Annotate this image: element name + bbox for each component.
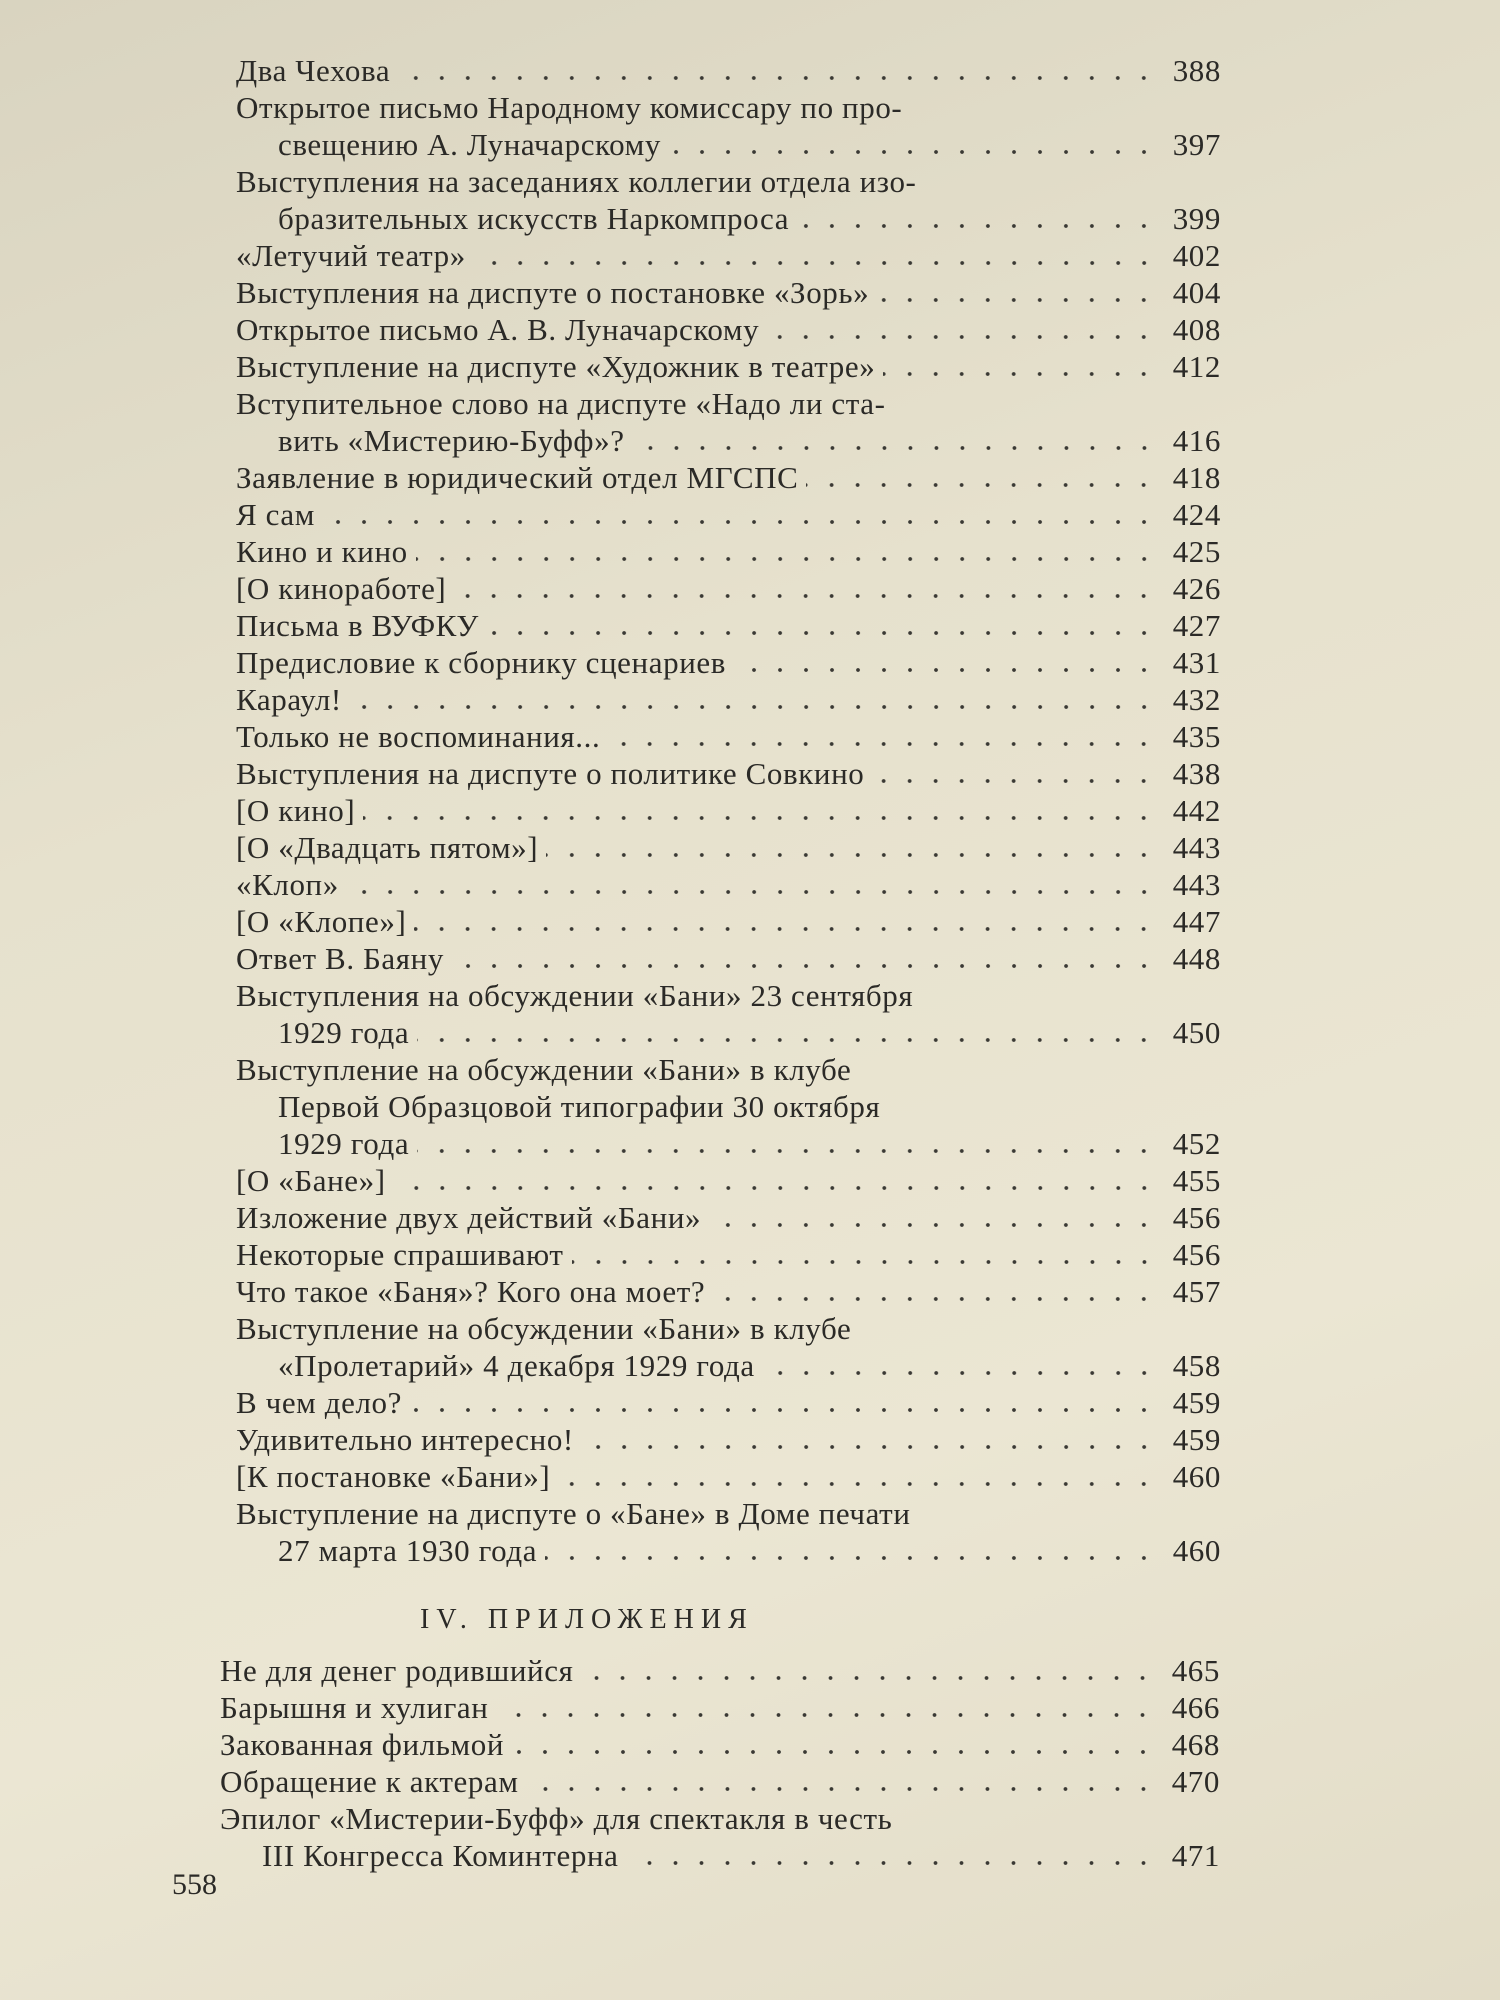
dot-leader <box>546 852 1157 858</box>
toc-entry-line <box>236 1162 1221 1199</box>
dot-leader <box>572 1259 1157 1265</box>
dot-leader <box>767 334 1157 340</box>
entry-title: Барышня и хулиган <box>220 1690 489 1725</box>
toc-entry-line <box>236 644 1221 681</box>
toc-entry-line <box>236 903 1221 940</box>
entry-page-number: 457 <box>1172 1274 1221 1309</box>
entry-title: вить «Мистерию-Буфф»? <box>278 423 625 458</box>
entry-title: Изложение двух действий «Бани» <box>236 1200 702 1235</box>
toc-entry-line <box>220 1800 1220 1837</box>
toc-entry-line <box>236 126 1221 163</box>
entry-page-number: 399 <box>1172 201 1221 236</box>
entry-title: Я сам <box>236 497 315 532</box>
toc-entry-line <box>220 1837 1220 1874</box>
toc-entry-line <box>236 1310 1221 1347</box>
toc-entry-line <box>236 459 1221 496</box>
dot-leader <box>763 1370 1157 1376</box>
toc-entry-line <box>236 1051 1221 1088</box>
entry-page-number: 443 <box>1172 830 1221 865</box>
entry-page-number: 466 <box>1171 1690 1220 1725</box>
entry-title: Предисловие к сборнику сценариев <box>236 645 726 680</box>
entry-page-number: 465 <box>1171 1653 1220 1688</box>
entry-title: 1929 года <box>278 1126 410 1161</box>
toc-entry-line <box>236 163 1221 200</box>
toc-entry-line <box>236 977 1221 1014</box>
dot-leader <box>410 1407 1157 1413</box>
entry-title: Заявление в юридический отдел МГСПС <box>236 460 799 495</box>
entry-title: Открытое письмо А. В. Луначарскому <box>236 312 760 347</box>
entry-page-number: 456 <box>1172 1200 1221 1235</box>
dot-leader <box>806 482 1157 488</box>
entry-title: Ответ В. Баяну <box>236 941 444 976</box>
toc-entry-line <box>236 1125 1221 1162</box>
entry-title: Удивительно интересно! <box>236 1422 574 1457</box>
entry-title: «Пролетарий» 4 декабря 1929 года <box>278 1348 755 1383</box>
dot-leader <box>398 75 1157 81</box>
toc-entry-line <box>236 1384 1221 1421</box>
entry-page-number: 427 <box>1172 608 1221 643</box>
entry-page-number: 460 <box>1172 1459 1221 1494</box>
entry-title: Закованная фильмой <box>220 1727 505 1762</box>
dot-leader <box>581 1675 1156 1681</box>
entry-page-number: 431 <box>1172 645 1221 680</box>
entry-page-number: 442 <box>1172 793 1221 828</box>
entry-title: В чем дело? <box>236 1385 403 1420</box>
entry-title: III Конгресса Коминтерна <box>262 1838 619 1873</box>
entry-title: Выступление на диспуте «Художник в театре» <box>236 349 876 384</box>
toc-entry-line <box>236 1014 1221 1051</box>
entry-title: Эпилог «Мистерии-Буфф» для спектакля в честь <box>220 1801 893 1836</box>
toc-entry-line <box>236 200 1221 237</box>
dot-leader <box>545 1555 1157 1561</box>
entry-page-number: 404 <box>1172 275 1221 310</box>
entry-title: [О «Бане»] <box>236 1163 386 1198</box>
dot-leader <box>883 371 1157 377</box>
toc-entry-line <box>236 681 1221 718</box>
entry-title: Выступление на диспуте о «Бане» в Доме печати <box>236 1496 911 1531</box>
toc-entry-line <box>236 496 1221 533</box>
entry-title: Выступления на заседаниях коллегии отдела изо- <box>236 164 917 199</box>
toc-entry-line <box>236 755 1221 792</box>
entry-page-number: 468 <box>1171 1727 1220 1762</box>
appendix-contents <box>220 1652 1220 1874</box>
entry-page-number: 455 <box>1172 1163 1221 1198</box>
toc-entry-line <box>220 1763 1220 1800</box>
entry-title: Караул! <box>236 682 342 717</box>
entry-page-number: 452 <box>1172 1126 1221 1161</box>
entry-page-number: 432 <box>1172 682 1221 717</box>
dot-leader <box>627 1860 1157 1866</box>
entry-title: [О «Клопе»] <box>236 904 407 939</box>
entry-page-number: 460 <box>1172 1533 1221 1568</box>
entry-page-number: 443 <box>1172 867 1221 902</box>
dot-leader <box>527 1786 1156 1792</box>
entry-title: свещению А. Луначарскому <box>278 127 661 162</box>
dot-leader <box>323 519 1157 525</box>
entry-title: [О киноработе] <box>236 571 447 606</box>
entry-title: Некоторые спрашивают <box>236 1237 564 1272</box>
entry-title: Выступление на обсуждении «Бани» в клубе <box>236 1052 852 1087</box>
dot-leader <box>734 667 1157 673</box>
entry-title: 27 марта 1930 года <box>278 1533 538 1568</box>
dot-leader <box>474 260 1157 266</box>
dot-leader <box>417 1037 1157 1043</box>
entry-title: [О «Двадцать пятом»] <box>236 830 539 865</box>
entry-title: Не для денег родившийся <box>220 1653 574 1688</box>
dot-leader <box>669 149 1157 155</box>
toc-entry-line <box>236 533 1221 570</box>
toc-entry-line <box>220 1726 1220 1763</box>
entry-title: Открытое письмо Народному комиссару по про- <box>236 90 903 125</box>
dot-leader <box>872 778 1157 784</box>
dot-leader <box>350 704 1157 710</box>
dot-leader <box>633 445 1157 451</box>
entry-page-number: 471 <box>1171 1838 1220 1873</box>
entry-page-number: 448 <box>1172 941 1221 976</box>
toc-entry-line <box>236 1199 1221 1236</box>
entry-page-number: 418 <box>1172 460 1221 495</box>
entry-page-number: 470 <box>1171 1764 1220 1799</box>
dot-leader <box>454 593 1157 599</box>
section-heading: IV. ПРИЛОЖЕНИЯ <box>420 1604 754 1635</box>
toc-entry-line <box>236 1458 1221 1495</box>
page-number: 558 <box>172 1868 217 1901</box>
entry-page-number: 426 <box>1172 571 1221 606</box>
dot-leader <box>347 889 1157 895</box>
entry-title: Выступления на обсуждении «Бани» 23 сентября <box>236 978 914 1013</box>
dot-leader <box>558 1481 1157 1487</box>
dot-leader <box>496 1712 1156 1718</box>
dot-leader <box>709 1222 1157 1228</box>
toc-entry-line <box>236 792 1221 829</box>
entry-title: Письма в ВУФКУ <box>236 608 479 643</box>
toc-entry-line <box>236 607 1221 644</box>
toc-entry-line <box>236 237 1221 274</box>
entry-page-number: 456 <box>1172 1237 1221 1272</box>
entry-title: Обращение к актерам <box>220 1764 519 1799</box>
dot-leader <box>416 556 1157 562</box>
entry-page-number: 447 <box>1172 904 1221 939</box>
entry-title: Вступительное слово на диспуте «Надо ли ста- <box>236 386 886 421</box>
dot-leader <box>363 815 1157 821</box>
toc-entry-line <box>236 570 1221 607</box>
entry-title: Выступления на диспуте о политике Совкино <box>236 756 865 791</box>
entry-title: бразительных искусств Наркомпроса <box>278 201 790 236</box>
dot-leader <box>582 1444 1157 1450</box>
entry-page-number: 402 <box>1172 238 1221 273</box>
toc-entry-line <box>236 1347 1221 1384</box>
entry-page-number: 438 <box>1172 756 1221 791</box>
entry-title: Выступления на диспуте о постановке «Зорь» <box>236 275 870 310</box>
dot-leader <box>512 1749 1156 1755</box>
dot-leader <box>713 1296 1157 1302</box>
entry-page-number: 388 <box>1172 53 1221 88</box>
entry-page-number: 412 <box>1172 349 1221 384</box>
dot-leader <box>877 297 1157 303</box>
entry-page-number: 408 <box>1172 312 1221 347</box>
entry-page-number: 450 <box>1172 1015 1221 1050</box>
toc-entry-line <box>236 348 1221 385</box>
dot-leader <box>414 926 1157 932</box>
entry-page-number: 397 <box>1172 127 1221 162</box>
toc-entry-line <box>220 1689 1220 1726</box>
entry-title: Кино и кино <box>236 534 408 569</box>
entry-page-number: 425 <box>1172 534 1221 569</box>
table-of-contents <box>236 52 1221 1569</box>
dot-leader <box>797 223 1157 229</box>
dot-leader <box>452 963 1157 969</box>
entry-page-number: 435 <box>1172 719 1221 754</box>
toc-entry-line <box>236 385 1221 422</box>
toc-entry-line <box>236 52 1221 89</box>
toc-entry-line <box>236 422 1221 459</box>
toc-entry-line <box>236 1236 1221 1273</box>
toc-entry-line <box>236 311 1221 348</box>
entry-title: Что такое «Баня»? Кого она моет? <box>236 1274 706 1309</box>
toc-entry-line <box>236 866 1221 903</box>
entry-title: Два Чехова <box>236 53 391 88</box>
entry-title: Первой Образцовой типографии 30 октября <box>278 1089 881 1124</box>
toc-entry-line <box>220 1652 1220 1689</box>
entry-title: 1929 года <box>278 1015 410 1050</box>
entry-page-number: 459 <box>1172 1422 1221 1457</box>
toc-entry-line <box>236 718 1221 755</box>
entry-title: Выступление на обсуждении «Бани» в клубе <box>236 1311 852 1346</box>
dot-leader <box>487 630 1157 636</box>
entry-title: [О кино] <box>236 793 356 828</box>
entry-page-number: 424 <box>1172 497 1221 532</box>
entry-title: Только не воспоминания... <box>236 719 601 754</box>
toc-entry-line <box>236 1088 1221 1125</box>
dot-leader <box>394 1185 1157 1191</box>
toc-entry-line <box>236 1273 1221 1310</box>
dot-leader <box>417 1148 1157 1154</box>
entry-page-number: 416 <box>1172 423 1221 458</box>
toc-entry-line <box>236 1495 1221 1532</box>
toc-entry-line <box>236 940 1221 977</box>
dot-leader <box>608 741 1157 747</box>
entry-title: [К постановке «Бани»] <box>236 1459 551 1494</box>
entry-page-number: 459 <box>1172 1385 1221 1420</box>
toc-entry-line <box>236 1532 1221 1569</box>
toc-entry-line <box>236 829 1221 866</box>
entry-page-number: 458 <box>1172 1348 1221 1383</box>
entry-title: «Клоп» <box>236 867 339 902</box>
entry-title: «Летучий театр» <box>236 238 466 273</box>
toc-entry-line <box>236 274 1221 311</box>
toc-entry-line <box>236 1421 1221 1458</box>
toc-entry-line <box>236 89 1221 126</box>
